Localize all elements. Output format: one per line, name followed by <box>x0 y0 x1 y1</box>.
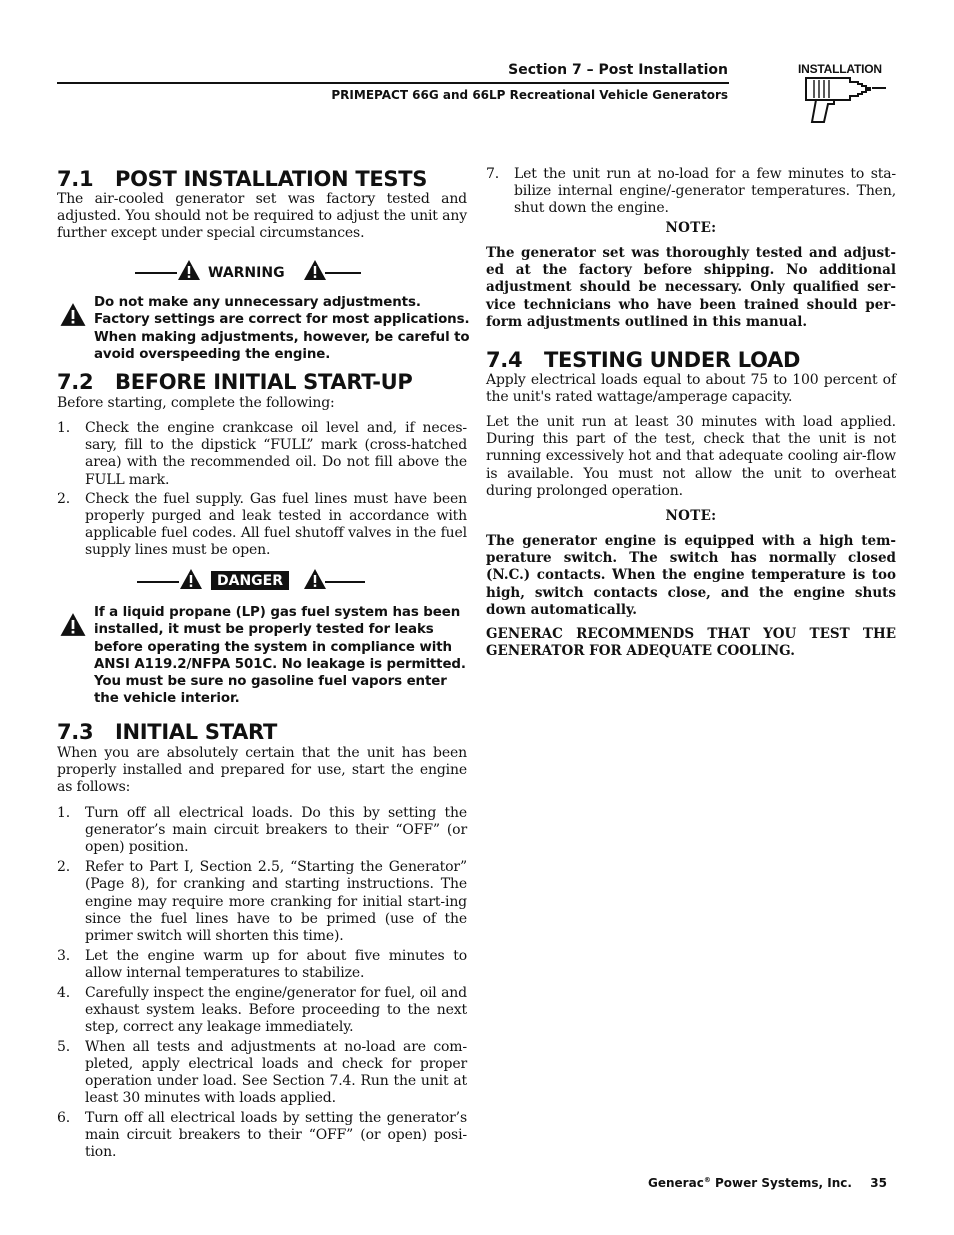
warning-label: WARNING <box>208 265 285 281</box>
page-number: 35 <box>870 1176 887 1190</box>
warning-icon <box>59 302 87 327</box>
warning-text: Do not make any unnecessary adjustments. Factory settings are correct for most applications. When making adjustments, however, be careful to avoid overspeeding the engine. <box>94 295 470 362</box>
installation-badge <box>798 62 902 130</box>
section-7-4-paragraph-1: Apply electrical loads equal to about 75 to 100 percent of the unit's rated wattage/amperage capacity. <box>486 372 896 406</box>
list-item: 7. Let the unit run at no-load for a few minutes to sta-bilize internal engine/-generator temperatures. Then, shut down the engine. <box>486 166 896 217</box>
recommendation-text: GENERAC RECOMMENDS THAT YOU TEST THE GENERATOR FOR ADEQUATE COOLING. <box>486 626 896 660</box>
company-name-rest: Power Systems, Inc. <box>710 1176 852 1190</box>
warning-banner <box>135 259 365 287</box>
list-item: 4. Carefully inspect the engine/generator for fuel, oil and exhaust system leaks. Before proceeding to the next step, correct any leakage immediately. <box>57 984 467 1035</box>
list-item: 2. Check the fuel supply. Gas fuel lines must have been properly purged and leak tested in accordance with applicable fuel codes. All fuel shutoff valves in the fuel supply lines must be open. <box>57 490 467 559</box>
list-item: 2. Refer to Part I, Section 2.5, “Starting the Generator” (Page 8), for cranking and starting instructions. The engine may require more cranking for initial start-ing since the fuel lines have to be primed (use of the primer switch will shorten this time). <box>57 859 467 944</box>
section-7-3-steps-continued <box>486 166 896 218</box>
danger-text: If a liquid propane (LP) gas fuel system has been installed, it must be properly tested for leaks before operating the system in compliance with ANSI A119.2/NFPA 501C. No leakage is permitted. You must be sure no gasoline fuel vapors enter the vehicle interior. <box>94 605 466 707</box>
list-item: 1. Turn off all electrical loads. Do this by setting the generator’s main circuit breakers to their “OFF” (or open) position. <box>57 805 467 856</box>
danger-callout <box>57 604 467 708</box>
section-7-2-intro: Before starting, complete the following: <box>57 395 335 411</box>
warning-icon <box>177 259 201 281</box>
list-item: 5. When all tests and adjustments at no-load are com-pleted, apply electrical loads and check for proper operation under load. See Section 7.4. Run the unit at least 30 minutes with loads applied. <box>57 1038 467 1107</box>
section-7-2-steps <box>57 420 467 560</box>
section-7-4-paragraph-2: Let the unit run at least 30 minutes with load applied. During this part of the test, check that the unit is not running excessively hot and that adequate cooling air-flow is available. You must not allow the unit to overheat during prolonged operation. <box>486 414 896 499</box>
section-7-2-heading: 7.2 BEFORE INITIAL START-UP <box>57 370 413 394</box>
section-7-1-heading: 7.1 POST INSTALLATION TESTS <box>57 167 428 191</box>
note-title: NOTE: <box>665 220 717 236</box>
warning-icon <box>59 612 87 637</box>
section-7-3-steps <box>57 805 467 1162</box>
registered-mark: ® <box>703 1176 711 1184</box>
product-title: PRIMEPACT 66G and 66LP Recreational Vehicle Generators <box>331 88 728 102</box>
list-item: 3. Let the engine warm up for about five minutes to allow internal temperatures to stabilize. <box>57 947 467 981</box>
section-7-4-heading: 7.4 TESTING UNDER LOAD <box>486 348 801 372</box>
warning-callout <box>57 294 470 364</box>
warning-icon <box>179 568 203 590</box>
danger-banner <box>137 568 367 596</box>
header-rule <box>57 82 729 84</box>
installation-label: INSTALLATION <box>798 62 882 76</box>
note-text: The generator set was thoroughly tested and adjust-ed at the factory before shipping. No additional adjustment should be necessary. Only qualified ser-vice technicians who have been trained should per-form adjustments outlined in this manual. <box>486 245 896 330</box>
list-item: 1. Check the engine crankcase oil level and, if neces-sary, fill to the dipstick “FULL” mark (cross-hatched area) with the recommended oil. Do not fill above the FULL mark. <box>57 420 467 488</box>
warning-icon <box>303 259 327 281</box>
company-name: Generac <box>648 1176 704 1190</box>
warning-icon <box>303 568 327 590</box>
section-7-3-heading: 7.3 INITIAL START <box>57 720 278 744</box>
page-footer <box>648 1176 887 1190</box>
section-heading: Section 7 – Post Installation <box>508 62 728 78</box>
section-7-3-intro: When you are absolutely certain that the unit has been properly installed and prepared for use, start the engine as follows: <box>57 745 467 796</box>
drill-icon <box>800 76 890 126</box>
section-7-1-paragraph: The air-cooled generator set was factory tested and adjusted. You should not be required to adjust the unit any further except under special circumstances. <box>57 191 467 242</box>
list-item: 6. Turn off all electrical loads by setting the generator’s main circuit breakers to their “OFF” (or open) posi-tion. <box>57 1109 467 1161</box>
danger-label: DANGER <box>211 571 289 590</box>
note-title: NOTE: <box>665 508 717 524</box>
note-text: The generator engine is equipped with a high tem-perature switch. The switch has normally closed (N.C.) contacts. When the engine temperature is too high, switch contacts close, and the engine shuts down automatically. <box>486 533 896 618</box>
